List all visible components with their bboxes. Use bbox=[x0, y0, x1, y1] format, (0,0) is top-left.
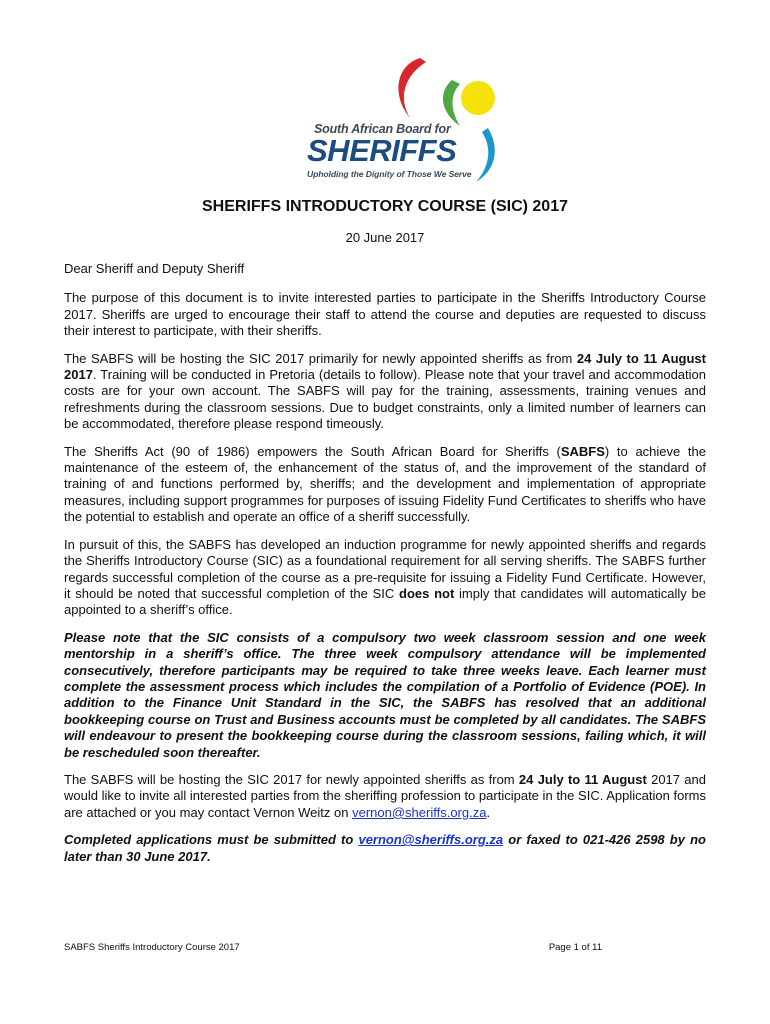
email-link[interactable]: vernon@sheriffs.org.za bbox=[358, 832, 504, 848]
document-title: SHERIFFS INTRODUCTORY COURSE (SIC) 2017 bbox=[202, 198, 568, 215]
paragraph-text: . bbox=[486, 804, 491, 820]
paragraph-text: The SABFS will be hosting the SIC 2017 for newly appointed sheriffs as from bbox=[64, 771, 519, 787]
paragraph-purpose: The purpose of this document is to invite interested parties to participate in the Sheriffs Introductory Course 2017. Sheriffs are urged to encourage their staff to attend the course and deputies are requested to discuss their interest to participate, with their sheriffs. bbox=[64, 290, 706, 339]
logo-line2: SHERIFFS bbox=[307, 133, 457, 168]
paragraph-text: or faxed to 021-426 2598 by no later than 30 June 2017. bbox=[64, 832, 706, 864]
page-footer bbox=[64, 942, 602, 953]
paragraph-text: Completed applications must be submitted to bbox=[64, 832, 359, 848]
abbreviation: SABFS bbox=[560, 443, 605, 459]
paragraph-induction bbox=[64, 537, 706, 619]
paragraph-text: The Sheriffs Act (90 of 1986) empowers the South African Board for Sheriffs ( bbox=[64, 443, 561, 459]
letter-body bbox=[64, 261, 706, 876]
paragraph-text: ) to achieve the maintenance of the esteem of, the enhancement of the status of, and the improvement of the standard of training of and functions performed by, sheriffs; and the development and implementation of appropriate measures, including support programmes for purposes of issuing Fidelity Fund Certificates to sheriffs who have the potential to establish and operate an office of a sheriff successfully. bbox=[64, 443, 707, 525]
paragraph-text: . Training will be conducted in Pretoria (details to follow). Please note that your travel and accommodation costs are for your own account. The SABFS will pay for the training, assessments, training venues and refreshments during the classroom sessions. Due to budget constraints, only a limited number of learners can be accommodated, therefore please respond timeously. bbox=[64, 367, 706, 432]
logo-red-swoosh bbox=[399, 58, 426, 118]
course-dates: 24 July to 11 August 2017 bbox=[64, 350, 706, 383]
paragraph-text: imply that candidates will automatically be appointed to a sheriff’s office. bbox=[64, 585, 706, 618]
paragraph-act bbox=[64, 444, 706, 526]
paragraph-notice: Please note that the SIC consists of a compulsory two week classroom session and one week mentorship in a sheriff’s office. The three week compulsory attendance will be implemented consecutively, therefore participants may be required to take three weeks leave. Each learner must complete the assessment process which includes the compilation of a Portfolio of Evidence (POE). In addition to the Finance Unit Standard in the SIC, the SABFS has resolved that an additional bookkeeping course on Trust and Business accounts must be completed by all candidates. The SABFS will endeavour to present the bookkeeping course during the classroom sessions, failing which, it will be rescheduled soon thereafter. bbox=[64, 629, 706, 760]
logo-green-swoosh bbox=[443, 80, 460, 126]
paragraph-text: The SABFS will be hosting the SIC 2017 primarily for newly appointed sheriffs as from bbox=[64, 350, 577, 366]
emphasis-text: does not bbox=[399, 585, 455, 601]
logo-tagline: Upholding the Dignity of Those We Serve bbox=[307, 169, 472, 179]
document-date: 20 June 2017 bbox=[345, 230, 425, 245]
logo-yellow-ball bbox=[461, 81, 495, 115]
page-number: Page 1 of 11 bbox=[548, 942, 602, 953]
paragraph-invite bbox=[64, 772, 706, 821]
paragraph-text: 2017 and would like to invite all interested parties from the sheriffing profession to participate in the SIC. Application forms are attached or you may contact Vernon Weitz on bbox=[64, 771, 706, 820]
paragraph-submission bbox=[64, 832, 706, 865]
paragraph-text: In pursuit of this, the SABFS has developed an induction programme for newly appointed sheriffs and regards the Sheriffs Introductory Course (SIC) as a foundational requirement for all serving sheriffs. The SABFS further regards successful completion of the course as a pre-requisite for issuing a Fidelity Fund Certificate. However, it should be noted that successful completion of the SIC bbox=[64, 536, 706, 601]
logo-line1: South African Board for bbox=[314, 122, 451, 136]
paragraph-hosting bbox=[64, 351, 706, 433]
course-dates: 24 July to 11 August bbox=[518, 771, 647, 787]
sabfs-logo bbox=[300, 52, 505, 187]
greeting: Dear Sheriff and Deputy Sheriff bbox=[64, 261, 245, 276]
footer-title: SABFS Sheriffs Introductory Course 2017 bbox=[64, 942, 240, 953]
email-link[interactable]: vernon@sheriffs.org.za bbox=[352, 804, 487, 820]
